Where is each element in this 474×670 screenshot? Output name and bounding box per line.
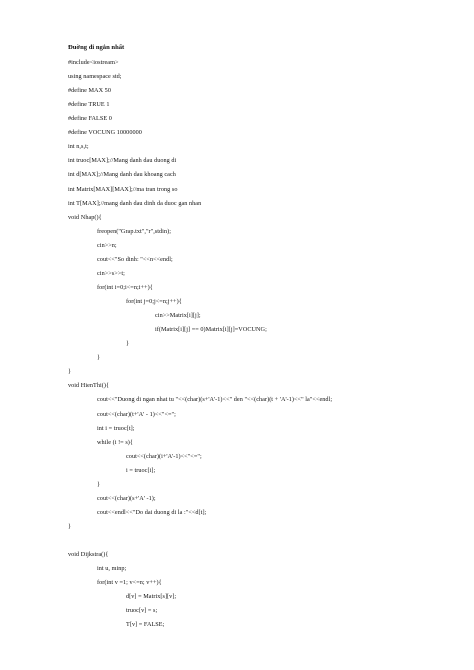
code-line: if(Matrix[i][j] == 0)Matrix[i][j]=VOCUNG; [155,326,267,334]
code-line: cout<<(char)(s+'A' -1); [97,494,156,502]
code-line: void Dijkstra(){ [68,551,109,559]
code-line: truoc[v] = s; [126,607,158,615]
code-line: } [97,480,101,488]
code-line: #include<iostream> [68,59,119,66]
code-line: freopen("Grap.txt","r",stdin); [97,227,171,235]
code-line: #define VOCUNG 10000000 [68,129,142,137]
code-line: cin>>n; [97,241,117,249]
code-line: d[v] = Matrix[s][v]; [126,593,177,601]
code-line: for(int i=0;i<=n;i++){ [97,283,153,291]
code-line: void Nhap(){ [68,213,102,221]
code-line: cout<<"Duong di ngan nhat tu "<<(char)(s+'A'-1)<<" den "<<(char)(t + 'A'-1)<<" la"<<endl; [97,396,333,404]
code-line: cout<<(char)(t+'A' - 1)<<"<="; [97,410,176,418]
code-line: for(int j=0;j<=n;j++){ [126,298,182,306]
code-line: i = truoc[i]; [126,466,156,474]
code-line: int T[MAX];//mang danh dau dinh da duoc gan nhan [68,199,202,207]
code-line: } [97,354,101,362]
document-title: Đuờng đi ngắn nhất [68,44,125,51]
code-line: int u, minp; [97,565,127,573]
code-line: void HienThi(){ [68,382,110,390]
code-line: cin>>s>>t; [97,269,125,277]
code-line: #define MAX 50 [68,87,111,95]
code-line: } [126,340,130,348]
code-line: int i = truoc[t]; [97,424,135,432]
code-line: cout<<"So dinh: "<<n<<endl; [97,255,173,263]
code-line: cout<<endl<<"Do dai duong di la :"<<d[t]; [97,508,207,516]
code-line: using namespace std; [68,73,122,81]
code-line: cin>>Matrix[i][j]; [155,312,201,320]
code-line: cout<<(char)(i+'A'-1)<<"<="; [126,452,202,460]
code-line: #define FALSE 0 [68,115,112,123]
code-line: int d[MAX];//Mang danh dau khoang cach [68,171,176,179]
code-line: int truoc[MAX];//Mang danh dau duong di [68,157,177,165]
code-line: T[v] = FALSE; [126,621,165,629]
code-line: } [68,368,72,376]
code-line: } [68,522,72,530]
code-line: #define TRUE 1 [68,101,110,109]
code-line: for(int v =1; v<=n; v++){ [97,579,162,587]
code-line: while (i != s){ [97,438,133,446]
code-line: int Matrix[MAX][MAX];//ma tran trong so [68,185,178,193]
code-line: int n,s,t; [68,143,89,151]
